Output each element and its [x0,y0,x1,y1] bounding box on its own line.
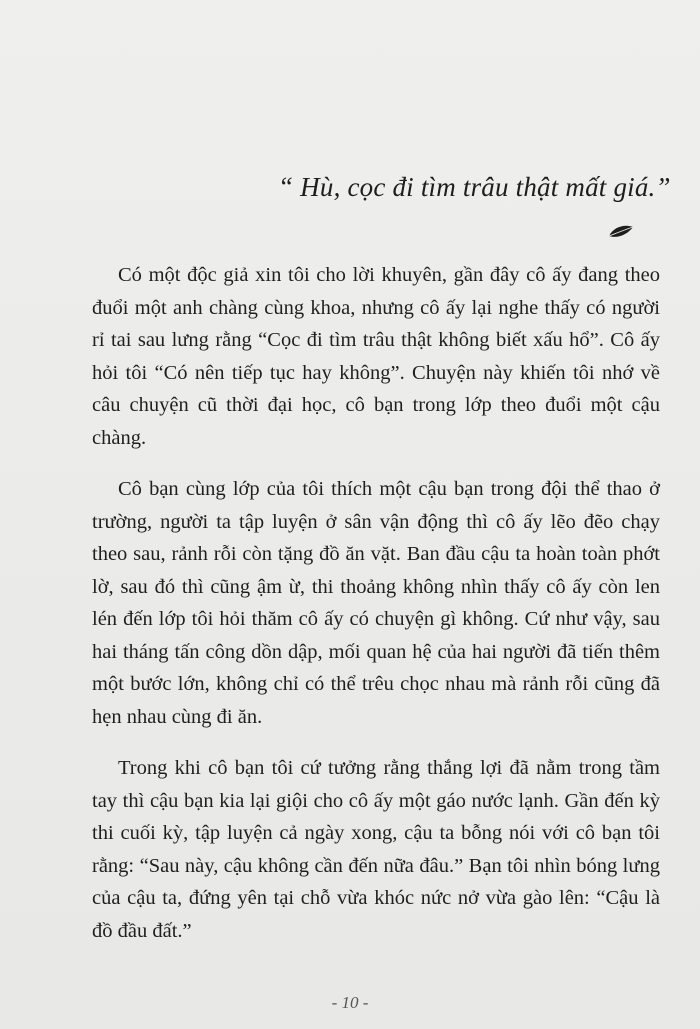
page-number: - 10 - [331,993,369,1012]
chapter-quote: “ Hù, cọc đi tìm trâu thật mất giá.” [278,172,671,202]
paragraph-1: Có một độc giả xin tôi cho lời khuyên, gần đây cô ấy đang theo đuổi một anh chàng cùng khoa, nhưng cô ấy lại nghe thấy có người rỉ tai sau lưng rằng “Cọc đi tìm trâu thật không biết xấu hổ”. Cô ấy hỏi tôi “Có nên tiếp tục hay không”. Chuyện này khiến tôi nhớ về câu chuyện cũ thời đại học, cô bạn trong lớp theo đuổi một cậu chàng. [92,264,660,449]
paragraph-2: Cô bạn cùng lớp của tôi thích một cậu bạn trong đội thể thao ở trường, người ta tập luyện ở sân vận động thì cô ấy lẽo đẽo chạy theo sau, rảnh rỗi còn tặng đồ ăn vặt. Ban đầu cậu ta hoàn toàn phớt lờ, sau đó thì cũng ậm ừ, thi thoảng không nhìn thấy cô ấy còn len lén đến lớp tôi hỏi thăm cô ấy có chuyện gì không. Cứ như vậy, sau hai tháng tấn công dồn dập, mối quan hệ của hai người đã tiến thêm một bước lớn, không chỉ có thể trêu chọc nhau mà rảnh rỗi cũng đã hẹn nhau cùng đi ăn. [92,478,660,728]
body-text [92,259,660,966]
paragraph-3: Trong khi cô bạn tôi cứ tưởng rằng thắng lợi đã nằm trong tầm tay thì cậu bạn kia lại giội cho cô ấy một gáo nước lạnh. Gần đến kỳ thi cuối kỳ, tập luyện cả ngày xong, cậu ta bỗng nói với cô bạn tôi rằng: “Sau này, cậu không cần đến nữa đâu.” Bạn tôi nhìn bóng lưng của cậu ta, đứng yên tại chỗ vừa khóc nức nở vừa gào lên: “Cậu là đồ đầu đất.” [92,757,660,942]
leaf-ornament-icon [608,224,634,245]
